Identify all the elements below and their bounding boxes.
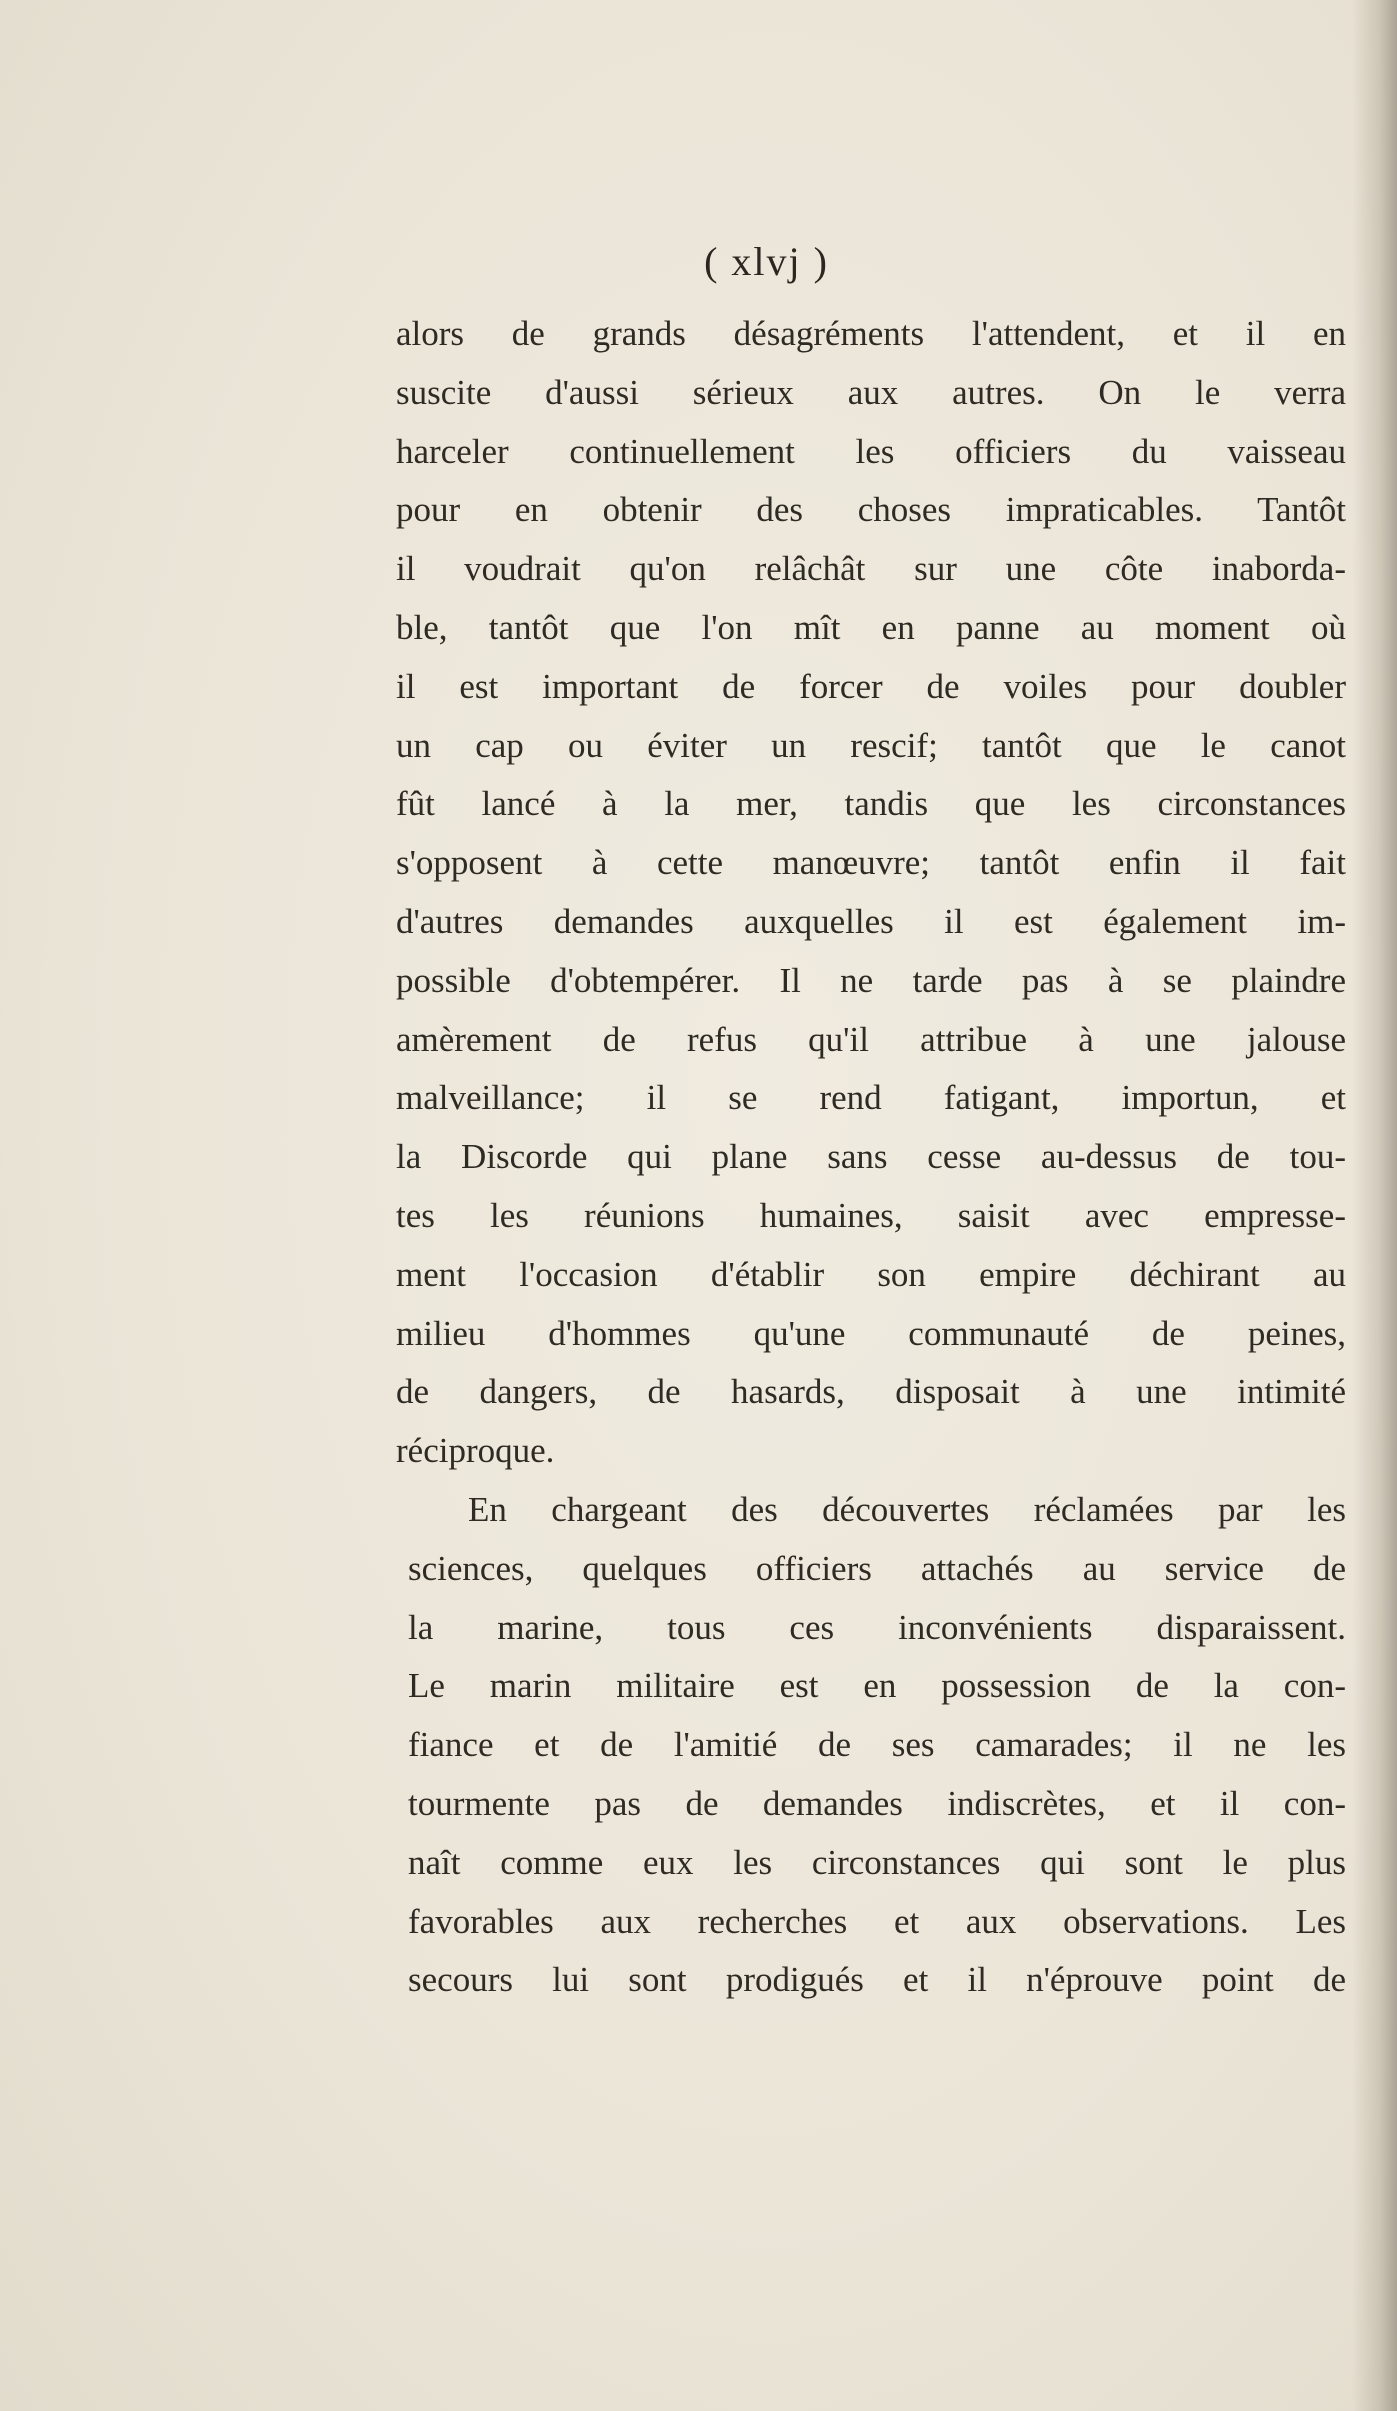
text-line: tes les réunions humaines, saisit avec empresse-	[396, 1195, 1346, 1235]
text-line: il est important de forcer de voiles pour doubler	[396, 666, 1346, 706]
text-line: sciences, quelques officiers attachés au service de	[408, 1548, 1346, 1588]
text-line: tourmente pas de demandes indiscrètes, et il con-	[408, 1783, 1346, 1823]
text-line: ment l'occasion d'établir son empire déchirant au	[396, 1254, 1346, 1294]
text-line: Le marin militaire est en possession de la con-	[408, 1666, 1346, 1706]
text-line: harceler continuellement les officiers du vaisseau	[396, 431, 1346, 471]
text-line: pour en obtenir des choses impraticables. Tantôt	[396, 490, 1346, 530]
text-line: il voudrait qu'on relâchât sur une côte inaborda-	[396, 549, 1346, 589]
page-body	[396, 305, 1346, 2010]
text-line: ble, tantôt que l'on mît en panne au moment où	[396, 607, 1346, 647]
text-line: la marine, tous ces inconvénients disparaissent.	[408, 1607, 1346, 1647]
text-line: réciproque.	[396, 1431, 555, 1471]
text-line: d'autres demandes auxquelles il est également im-	[396, 901, 1346, 941]
text-line: milieu d'hommes qu'une communauté de peines,	[396, 1313, 1346, 1353]
text-line: secours lui sont prodigués et il n'éprouve point de	[408, 1960, 1346, 2000]
text-line: de dangers, de hasards, disposait à une intimité	[396, 1372, 1346, 1412]
text-line: suscite d'aussi sérieux aux autres. On le verra	[396, 372, 1346, 412]
text-line: En chargeant des découvertes réclamées par les	[468, 1489, 1346, 1529]
text-line: la Discorde qui plane sans cesse au-dessus de tou-	[396, 1137, 1346, 1177]
text-line: malveillance; il se rend fatigant, importun, et	[396, 1078, 1346, 1118]
text-line: amèrement de refus qu'il attribue à une jalouse	[396, 1019, 1346, 1059]
text-line: fiance et de l'amitié de ses camarades; il ne les	[408, 1725, 1346, 1765]
paragraph-2	[408, 1481, 1346, 2010]
text-line: s'opposent à cette manœuvre; tantôt enfin il fait	[396, 843, 1346, 883]
text-line: favorables aux recherches et aux observations. Les	[408, 1901, 1346, 1941]
page-number: ( xlvj )	[704, 239, 829, 284]
text-line: alors de grands désagréments l'attendent, et il en	[396, 314, 1346, 353]
paragraph-1	[396, 305, 1346, 1481]
text-line: un cap ou éviter un rescif; tantôt que le canot	[396, 725, 1346, 765]
text-line: possible d'obtempérer. Il ne tarde pas à se plaindre	[396, 960, 1346, 1000]
page-gutter-shadow	[1352, 0, 1397, 2411]
text-line: naît comme eux les circonstances qui sont le plus	[408, 1842, 1346, 1882]
text-line: fût lancé à la mer, tandis que les circonstances	[396, 784, 1346, 824]
